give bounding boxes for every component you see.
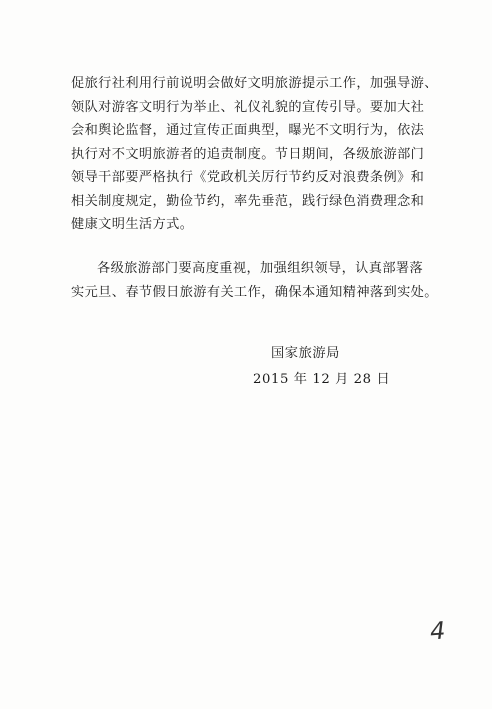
paragraph-line: 领导干部要严格执行《党政机关厉行节约反对浪费条例》和 bbox=[71, 170, 425, 185]
page-number: 4 bbox=[429, 616, 447, 646]
signature-date: 2015 年 12 月 28 日 bbox=[253, 372, 391, 387]
paragraph-line: 健康文明生活方式。 bbox=[71, 217, 194, 232]
paragraph-line: 执行对不文明旅游者的追责制度。节日期间，各级旅游部门 bbox=[71, 146, 425, 162]
paragraph-line: 实元旦、春节假日旅游有关工作，确保本通知精神落到实处。 bbox=[71, 284, 438, 300]
paragraph-line: 领队对游客文明行为举止、礼仪礼貌的宣传引导。要加大社 bbox=[71, 99, 425, 115]
paragraph-line: 促旅行社利用行前说明会做好文明旅游提示工作，加强导游、 bbox=[71, 76, 438, 91]
paragraph-line: 相关制度规定，勤俭节约，率先垂范，践行绿色消费理念和 bbox=[71, 193, 425, 209]
body-paragraph-1 bbox=[71, 72, 438, 237]
paragraph-line: 各级旅游部门要高度重视，加强组织领导，认真部署落 bbox=[97, 261, 424, 276]
signature-organization: 国家旅游局 bbox=[271, 346, 340, 361]
body-paragraph-2 bbox=[71, 257, 438, 304]
paragraph-line: 会和舆论监督，通过宣传正面典型，曝光不文明行为，依法 bbox=[71, 123, 425, 138]
